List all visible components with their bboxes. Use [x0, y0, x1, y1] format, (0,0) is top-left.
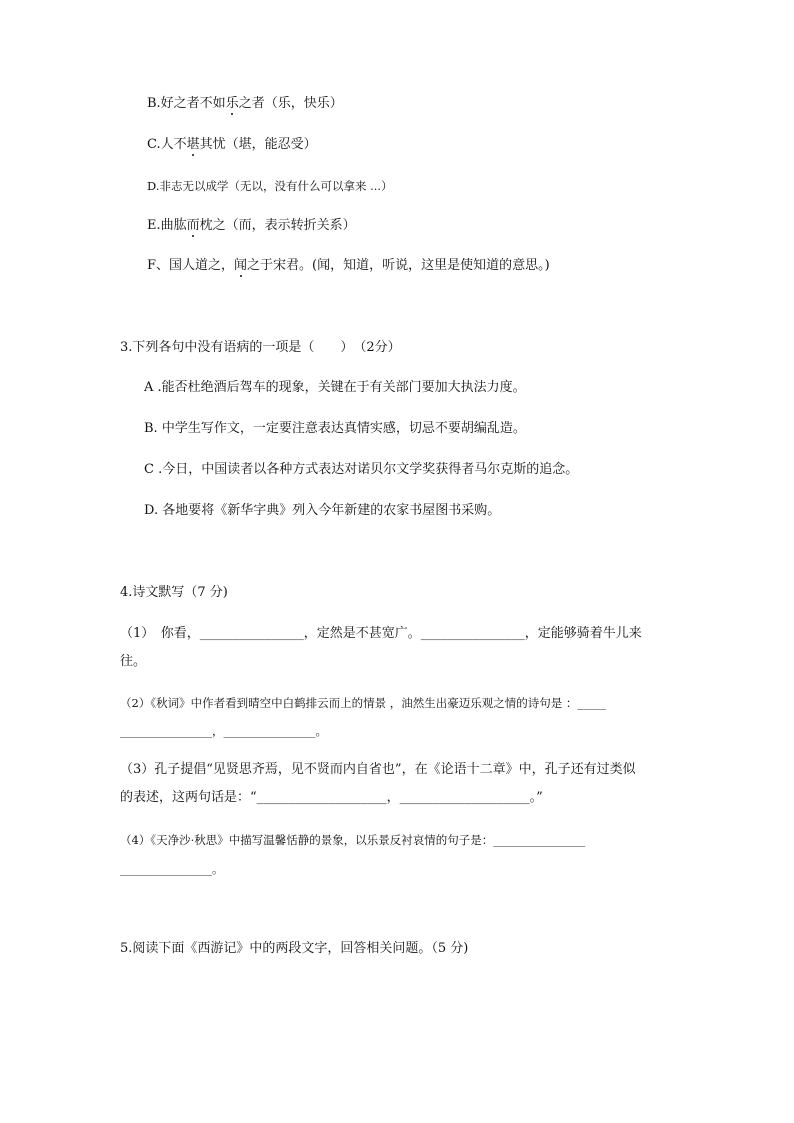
- option-c-post: 其忧（堪，能忍受）: [199, 137, 317, 152]
- question-4-part3-line2: 的表述，这两句话是：“____________________，____________________。”: [120, 790, 543, 805]
- emphasis-char: 而: [186, 218, 200, 233]
- option-d: D.非志无以成学（无以，没有什么可以拿来 ...）: [147, 179, 393, 193]
- question-4-title: 4.诗文默写（7 分): [120, 585, 228, 600]
- question-4-part1-line2: 往。: [120, 654, 147, 669]
- option-c: [147, 136, 317, 154]
- question-5-title: 5.阅读下面《西游记》中的两段文字，回答相关问题。（5 分): [120, 941, 469, 956]
- question-4-part2-line1: （2）《秋词》中作者看到晴空中白鹤排云而上的情景 ，油然生出豪迈乐观之情的诗句是 ：_____: [120, 696, 607, 710]
- option-b-pre: B.好之者不如: [147, 96, 226, 111]
- emphasis-char: 闻: [234, 258, 248, 273]
- option-b-post: 之者（乐，快乐）: [238, 96, 343, 111]
- option-f-pre: F、国人道之，: [147, 258, 235, 273]
- emphasis-char: 堪: [186, 137, 200, 152]
- option-b: [147, 95, 343, 113]
- question-4-part4-line1: （4）《天净沙·秋思》中描写温馨恬静的景象，以乐景反衬哀情的句子是：________________: [120, 833, 586, 847]
- option-f: [147, 257, 550, 275]
- option-e-post: 枕之（而，表示转折关系）: [199, 218, 356, 233]
- question-4-part2-line2: ________________，________________。: [120, 724, 327, 738]
- question-4-part1-line1: （1） 你看，________________，定然是不甚宽广。________________，定能够骑着牛儿来: [120, 626, 642, 641]
- option-f-post: 之于宋君。(闻，知道，听说，这里是使知道的意思。): [247, 258, 550, 273]
- question-4-part3-line1: （3）孔子提倡“见贤思齐焉，见不贤而内自省也”，在《论语十二章》中，孔子还有过类似: [120, 762, 636, 777]
- option-c-pre: C.人不: [147, 137, 187, 152]
- question-3-option-b: B. 中学生写作文，一定要注意表达真情实感，切忌不要胡编乱造。: [144, 421, 526, 436]
- question-3-option-c: C .今日，中国读者以各种方式表达对诺贝尔文学奖获得者马尔克斯的追念。: [144, 462, 579, 477]
- option-e-pre: E.曲肱: [147, 218, 187, 233]
- emphasis-char: 乐: [225, 96, 239, 111]
- question-3-title: 3.下列各句中没有语病的一项是（ ） （2分）: [120, 340, 401, 355]
- question-4-part4-line2: ________________。: [120, 862, 224, 876]
- option-e: [147, 217, 356, 235]
- question-3-option-a: A .能否杜绝酒后驾车的现象，关键在于有关部门要加大执法力度。: [144, 380, 526, 395]
- question-3-option-d: D. 各地要将《新华字典》列入今年新建的农家书屋图书采购。: [144, 503, 501, 518]
